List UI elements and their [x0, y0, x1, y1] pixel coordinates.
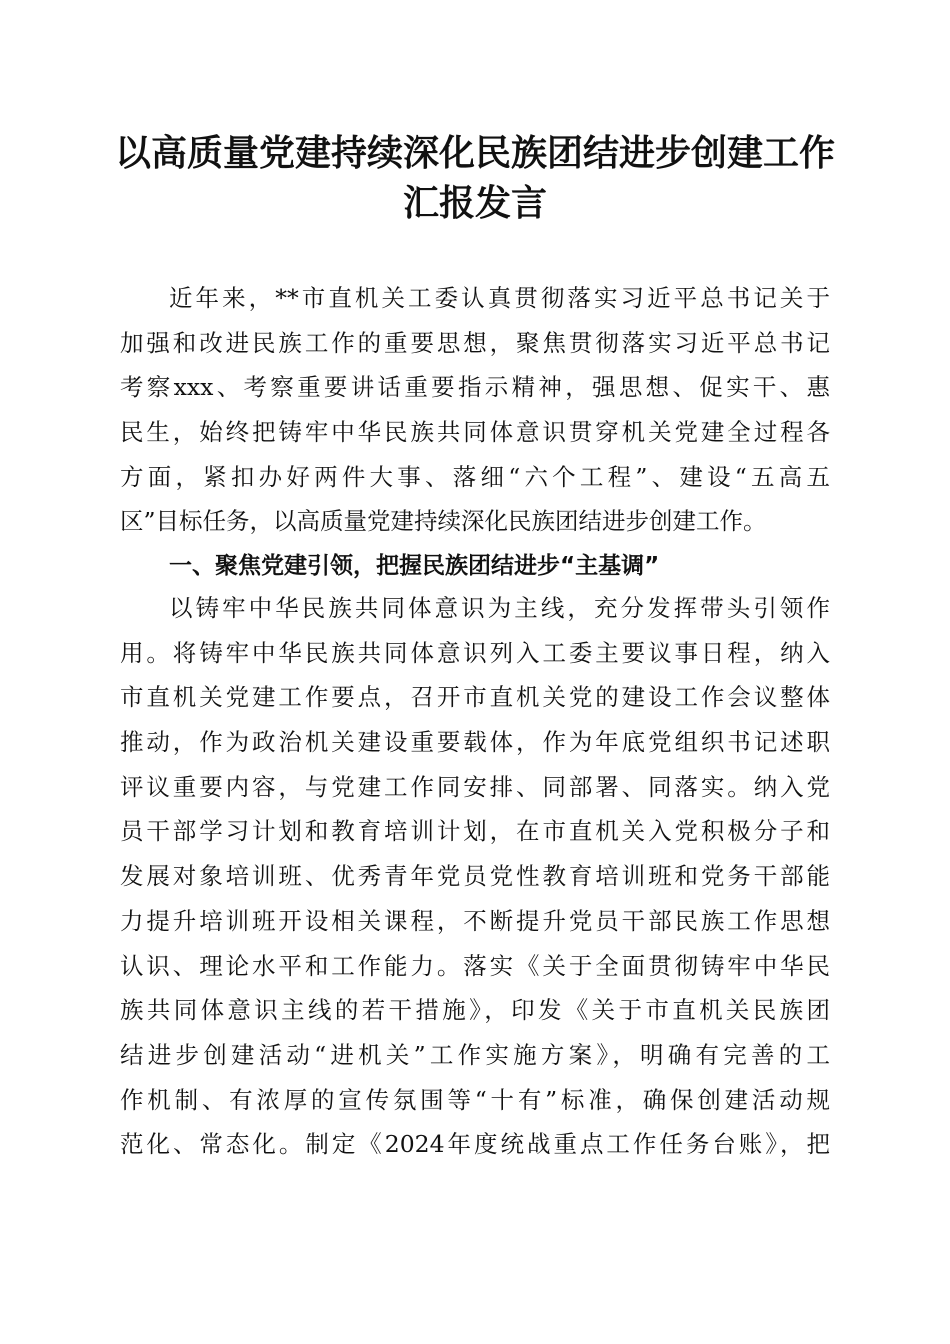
section-1-line: 认识、理论水平和工作能力。落实《关于全面贯彻铸牢中华民 — [120, 951, 830, 980]
section-1-line: 结进步创建活动“进机关”工作实施方案》，明确有完善的工 — [120, 1040, 830, 1069]
intro-line: 区”目标任务，以高质量党建持续深化民族团结进步创建工作。 — [120, 507, 767, 536]
section-1-line: 员干部学习计划和教育培训计划，在市直机关入党积极分子和 — [120, 817, 830, 846]
section-1-line: 力提升培训班开设相关课程，不断提升党员干部民族工作思想 — [120, 906, 830, 935]
section-1-line: 发展对象培训班、优秀青年党员党性教育培训班和党务干部能 — [120, 862, 830, 891]
section-1-line: 作机制、有浓厚的宣传氛围等“十有”标准，确保创建活动规 — [120, 1085, 830, 1114]
section-1-line: 市直机关党建工作要点，召开市直机关党的建设工作会议整体 — [120, 683, 830, 712]
document-title — [100, 128, 850, 228]
section-1-line: 族共同体意识主线的若干措施》，印发《关于市直机关民族团 — [120, 996, 830, 1025]
intro-line: 方面，紧扣办好两件大事、落细“六个工程”、建设“五高五 — [120, 462, 830, 491]
section-1-line: 以铸牢中华民族共同体意识为主线，充分发挥带头引领作 — [169, 594, 830, 622]
section-heading-1: 一、聚焦党建引领，把握民族团结进步“主基调” — [169, 553, 660, 579]
title-line-1: 以高质量党建持续深化民族团结进步创建工作 — [114, 132, 835, 174]
section-1-line: 评议重要内容，与党建工作同安排、同部署、同落实。纳入党 — [120, 772, 830, 801]
intro-line: 加强和改进民族工作的重要思想，聚焦贯彻落实习近平总书记 — [120, 328, 830, 357]
section-1-line: 用。将铸牢中华民族共同体意识列入工委主要议事日程，纳入 — [120, 638, 830, 667]
title-line-2: 汇报发言 — [402, 182, 547, 224]
intro-line: 民生，始终把铸牢中华民族共同体意识贯穿机关党建全过程各 — [120, 418, 830, 447]
section-1-paragraph — [120, 586, 830, 1167]
intro-line: 近年来，**市直机关工委认真贯彻落实习近平总书记关于 — [169, 284, 830, 312]
intro-line: 考察xxx、考察重要讲话重要指示精神，强思想、促实干、惠 — [120, 373, 830, 402]
section-1-line: 推动，作为政治机关建设重要载体，作为年底党组织书记述职 — [120, 728, 830, 757]
section-1-line: 范化、常态化。制定《2024年度统战重点工作任务台账》，把 — [120, 1130, 830, 1159]
intro-paragraph — [120, 276, 830, 544]
